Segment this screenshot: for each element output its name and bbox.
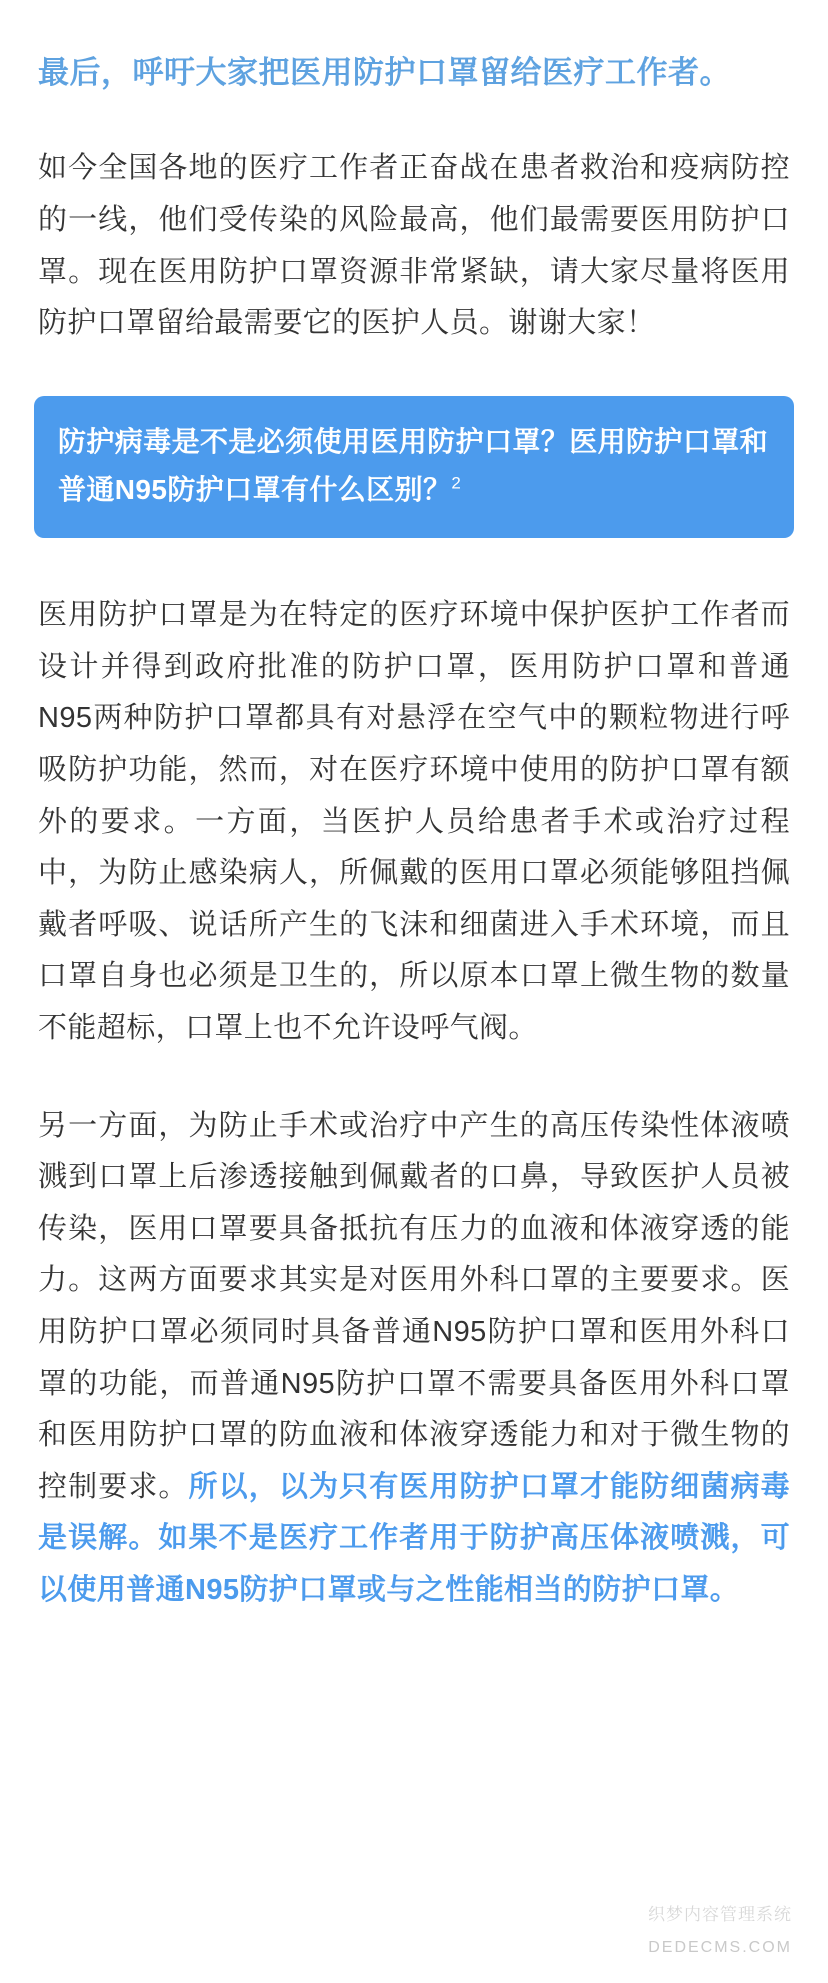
bottom-spacer <box>34 1663 794 1743</box>
paragraph-answer-first: 医用防护口罩是为在特定的医疗环境中保护医护工作者而设计并得到政府批准的防护口罩，医用防护口罩和普通N95两种防护口罩都具有对悬浮在空气中的颗粒物进行呼吸防护功能，然而，对在医疗环境中使用的防护口罩有额外的要求。一方面，当医护人员给患者手术或治疗过程中，为防止感染病人，所佩戴的医用口罩必须能够阻挡佩戴者呼吸、说话所产生的飞沫和细菌进入手术环境，而且口罩自身也必须是卫生的，所以原本口罩上微生物的数量不能超标，口罩上也不允许设呼气阀。 <box>38 599 790 1044</box>
question-text: 防护病毒是不是必须使用医用防护口罩？医用防护口罩和普通N95防护口罩有什么区别？ <box>58 425 769 505</box>
watermark-sub: DEDECMS.COM <box>648 1939 792 1956</box>
question-footnote-marker: 2 <box>451 473 462 493</box>
watermark-main: 织梦内容管理系统 <box>648 1905 792 1924</box>
paragraph-appeal: 如今全国各地的医疗工作者正奋战在患者救治和疫病防控的一线，他们受传染的风险最高，他们最需要医用防护口罩。现在医用防护口罩资源非常紧缺，请大家尽量将医用防护口罩留给最需要它的医护人员。谢谢大家！ <box>38 152 790 340</box>
paragraph-answer-second <box>34 1101 794 1617</box>
paragraph-answer-second-text: 另一方面，为防止手术或治疗中产生的高压传染性体液喷溅到口罩上后渗透接触到佩戴者的口鼻，导致医护人员被传染，医用口罩要具备抵抗有压力的血液和体液穿透的能力。这两方面要求其实是对医用外科口罩的主要要求。医用防护口罩必须同时具备普通N95防护口罩和医用外科口罩的功能，而普通N95防护口罩不需要具备医用外科口罩和医用防护口罩的防血液和体液穿透能力和对于微生物的控制要求。 <box>38 1109 790 1503</box>
lead-heading: 最后，呼吁大家把医用防护口罩留给医疗工作者。 <box>38 55 731 90</box>
paragraph-answer-second-highlight: 所以，以为只有医用防护口罩才能防细菌病毒是误解。如果不是医疗工作者用于防护高压体液喷溅，可以使用普通N95防护口罩或与之性能相当的防护口罩。 <box>38 1470 790 1607</box>
question-callout-box <box>34 396 794 538</box>
